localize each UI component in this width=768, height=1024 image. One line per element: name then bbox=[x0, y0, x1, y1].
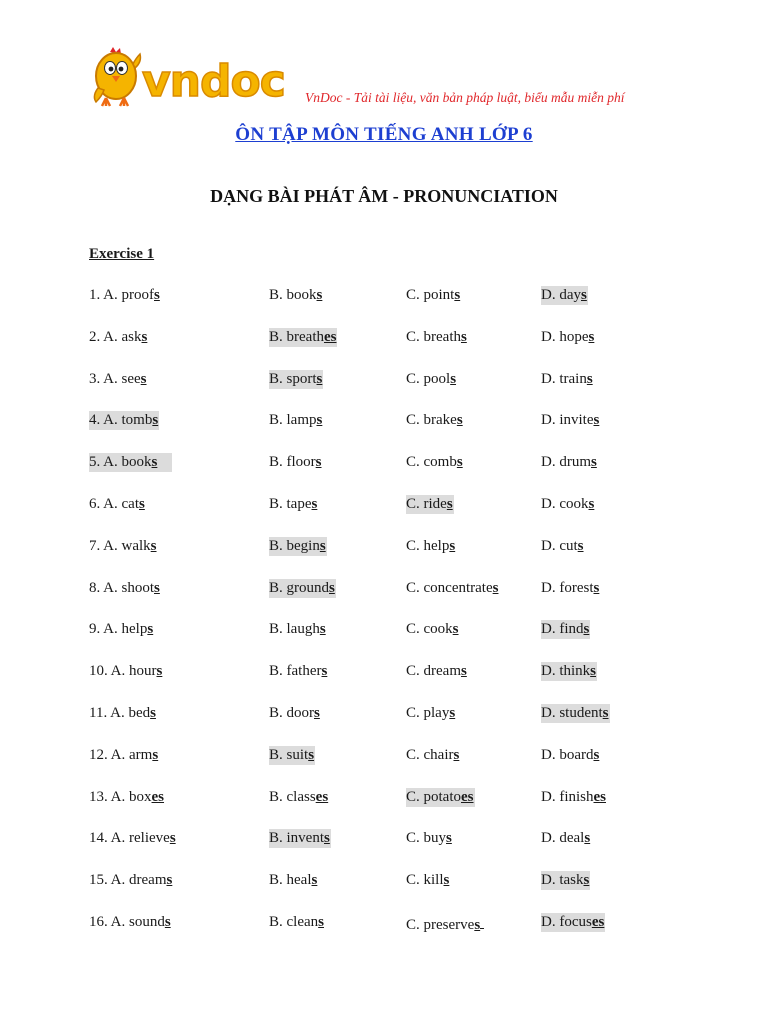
option-text bbox=[406, 286, 461, 305]
ending-underlined: s bbox=[454, 287, 461, 303]
ending-underlined: s bbox=[316, 412, 323, 428]
question-row bbox=[0, 412, 768, 434]
ending-underlined: s bbox=[151, 454, 158, 470]
question-row bbox=[0, 454, 768, 476]
highlighted-answer bbox=[89, 411, 159, 430]
option-word: B. class bbox=[269, 789, 316, 805]
vndoc-logo[interactable] bbox=[92, 46, 302, 108]
highlighted-answer bbox=[406, 788, 475, 807]
ending-underlined: s bbox=[319, 538, 326, 554]
option-word: D. day bbox=[541, 287, 581, 303]
option-word: C. cook bbox=[406, 621, 453, 637]
ending-underlined: s bbox=[593, 747, 600, 763]
option-a bbox=[89, 496, 146, 513]
option-d bbox=[541, 371, 594, 388]
option-word: B. invent bbox=[269, 830, 324, 846]
highlighted-answer bbox=[541, 871, 590, 890]
option-word: 12. A. arm bbox=[89, 747, 153, 763]
option-d bbox=[541, 580, 600, 597]
option-text bbox=[541, 328, 595, 347]
option-word: D. deal bbox=[541, 830, 585, 846]
highlighted-answer bbox=[269, 328, 337, 347]
ending-underlined: s bbox=[166, 872, 173, 888]
option-text bbox=[406, 370, 457, 389]
option-d bbox=[541, 329, 595, 346]
option-c bbox=[406, 454, 464, 471]
option-text bbox=[89, 579, 161, 598]
ending-underlined: s bbox=[593, 580, 600, 596]
highlighted-answer bbox=[269, 370, 323, 389]
option-b bbox=[269, 580, 336, 597]
highlighted-answer bbox=[406, 495, 454, 514]
option-text bbox=[89, 620, 154, 639]
option-word: C. ride bbox=[406, 496, 447, 512]
option-word: D. student bbox=[541, 705, 603, 721]
ending-underlined: s bbox=[308, 747, 315, 763]
option-word: B. suit bbox=[269, 747, 309, 763]
highlighted-answer bbox=[541, 662, 597, 681]
highlighted-answer bbox=[89, 453, 172, 472]
option-word: B. sport bbox=[269, 371, 317, 387]
question-row bbox=[0, 747, 768, 769]
option-text bbox=[269, 662, 328, 681]
option-text bbox=[89, 286, 161, 305]
ending-underlined: s bbox=[446, 496, 453, 512]
option-c bbox=[406, 329, 468, 346]
option-word: C. potato bbox=[406, 789, 461, 805]
option-word: C. chair bbox=[406, 747, 454, 763]
option-d bbox=[541, 287, 588, 304]
ending-underlined: s bbox=[452, 621, 459, 637]
option-word: B. laugh bbox=[269, 621, 320, 637]
option-c bbox=[406, 705, 456, 722]
option-text bbox=[541, 579, 600, 598]
option-word: C. help bbox=[406, 538, 450, 554]
option-word: D. cut bbox=[541, 538, 578, 554]
option-a bbox=[89, 621, 154, 638]
ending-underlined: s bbox=[446, 830, 452, 846]
option-word: 13. A. box bbox=[89, 789, 152, 805]
ending-underlined: es bbox=[315, 789, 329, 805]
ending-underlined: s bbox=[593, 412, 600, 428]
question-row bbox=[0, 329, 768, 351]
ending-underlined: s bbox=[456, 412, 463, 428]
option-word: D. find bbox=[541, 621, 584, 637]
option-word: 6. A. cat bbox=[89, 496, 139, 512]
option-c bbox=[406, 287, 461, 304]
option-word: C. kill bbox=[406, 872, 444, 888]
ending-underlined: s bbox=[586, 371, 593, 387]
ending-underlined: s bbox=[316, 371, 323, 387]
ending-underlined: s bbox=[588, 496, 595, 512]
option-text bbox=[89, 913, 172, 932]
option-word: B. father bbox=[269, 663, 322, 679]
ending-underlined: s bbox=[141, 329, 148, 345]
option-text bbox=[269, 871, 318, 890]
option-c bbox=[406, 663, 468, 680]
trailing-underline bbox=[480, 914, 484, 929]
page-title[interactable]: ÔN TẬP MÔN TIẾNG ANH LỚP 6 bbox=[235, 124, 533, 145]
option-word: 8. A. shoot bbox=[89, 580, 155, 596]
ending-underlined: s bbox=[460, 663, 467, 679]
option-word: D. think bbox=[541, 663, 591, 679]
ending-underlined: s bbox=[449, 705, 456, 721]
ending-underlined: s bbox=[150, 705, 156, 721]
option-d bbox=[541, 663, 597, 680]
option-d bbox=[541, 789, 607, 806]
option-word: 2. A. ask bbox=[89, 329, 142, 345]
option-d bbox=[541, 538, 585, 555]
option-word: C. play bbox=[406, 705, 450, 721]
option-d bbox=[541, 454, 598, 471]
option-text bbox=[406, 411, 464, 430]
section-subtitle: DẠNG BÀI PHÁT ÂM - PRONUNCIATION bbox=[210, 186, 558, 206]
option-b bbox=[269, 454, 323, 471]
option-d bbox=[541, 496, 595, 513]
option-text bbox=[541, 495, 595, 514]
ending-underlined: es bbox=[323, 329, 337, 345]
option-word: 11. A. bed bbox=[89, 705, 151, 721]
option-c bbox=[406, 747, 460, 764]
option-c bbox=[406, 412, 464, 429]
option-d bbox=[541, 914, 605, 931]
option-text bbox=[269, 788, 329, 807]
option-text bbox=[541, 788, 607, 807]
logo-wordmark: vndoc bbox=[142, 56, 285, 107]
option-word: C. comb bbox=[406, 454, 457, 470]
option-a bbox=[89, 872, 173, 889]
option-text bbox=[406, 579, 499, 598]
option-word: D. train bbox=[541, 371, 587, 387]
ending-underlined: s bbox=[474, 917, 481, 933]
ending-underlined: s bbox=[321, 663, 328, 679]
ending-underlined: s bbox=[449, 538, 456, 554]
option-b bbox=[269, 538, 327, 555]
ending-underlined: s bbox=[581, 287, 587, 303]
option-text bbox=[89, 704, 157, 723]
option-word: B. floor bbox=[269, 454, 316, 470]
option-d bbox=[541, 747, 600, 764]
option-word: D. hope bbox=[541, 329, 589, 345]
option-word: 16. A. sound bbox=[89, 914, 165, 930]
option-word: D. forest bbox=[541, 580, 594, 596]
question-row bbox=[0, 621, 768, 643]
option-word: B. breath bbox=[269, 329, 324, 345]
ending-underlined: s bbox=[164, 914, 171, 930]
ending-underlined: s bbox=[140, 371, 147, 387]
option-word: C. pool bbox=[406, 371, 451, 387]
option-text bbox=[541, 411, 600, 430]
question-row bbox=[0, 287, 768, 309]
option-c bbox=[406, 371, 457, 388]
ending-underlined: s bbox=[139, 496, 145, 512]
option-text bbox=[269, 913, 325, 932]
question-row bbox=[0, 705, 768, 727]
option-text bbox=[89, 537, 158, 556]
option-text bbox=[406, 746, 460, 765]
option-text bbox=[541, 746, 600, 765]
option-a bbox=[89, 789, 165, 806]
option-word: D. invite bbox=[541, 412, 594, 428]
question-row bbox=[0, 580, 768, 602]
option-word: C. concentrate bbox=[406, 580, 493, 596]
option-word: D. task bbox=[541, 872, 584, 888]
option-a bbox=[89, 538, 158, 555]
option-word: C. preserve bbox=[406, 917, 475, 933]
option-word: C. breath bbox=[406, 329, 461, 345]
option-d bbox=[541, 830, 591, 847]
option-b bbox=[269, 705, 321, 722]
option-text bbox=[541, 370, 594, 389]
option-a bbox=[89, 580, 161, 597]
option-text bbox=[89, 871, 173, 890]
option-a bbox=[89, 914, 172, 931]
ending-underlined: s bbox=[315, 454, 322, 470]
ending-underlined: s bbox=[311, 496, 318, 512]
option-word: 15. A. dream bbox=[89, 872, 167, 888]
option-b bbox=[269, 496, 318, 513]
ending-underlined: s bbox=[316, 287, 323, 303]
ending-underlined: s bbox=[453, 747, 460, 763]
option-text bbox=[406, 916, 485, 935]
question-row bbox=[0, 830, 768, 852]
question-row bbox=[0, 496, 768, 518]
option-text bbox=[269, 620, 327, 639]
question-row bbox=[0, 371, 768, 393]
ending-underlined: s bbox=[584, 830, 591, 846]
question-row bbox=[0, 872, 768, 894]
ending-underlined: s bbox=[169, 830, 176, 846]
option-text bbox=[89, 495, 146, 514]
ending-underlined: es bbox=[593, 789, 606, 805]
ending-underlined: s bbox=[318, 914, 324, 930]
option-text bbox=[269, 286, 323, 305]
option-b bbox=[269, 621, 327, 638]
highlighted-answer bbox=[269, 579, 336, 598]
ending-underlined: es bbox=[591, 914, 605, 930]
option-word: B. book bbox=[269, 287, 317, 303]
option-word: D. cook bbox=[541, 496, 589, 512]
ending-underlined: s bbox=[329, 580, 335, 596]
ending-underlined: s bbox=[314, 705, 320, 721]
ending-underlined: s bbox=[152, 747, 159, 763]
option-text bbox=[269, 411, 323, 430]
highlighted-answer bbox=[269, 829, 331, 848]
option-a bbox=[89, 371, 148, 388]
option-a bbox=[89, 705, 157, 722]
option-c bbox=[406, 872, 450, 889]
option-c bbox=[406, 914, 485, 934]
highlighted-answer bbox=[541, 913, 605, 932]
exercise-heading: Exercise 1 bbox=[89, 246, 155, 262]
option-b bbox=[269, 663, 328, 680]
option-a bbox=[89, 747, 159, 764]
highlighted-answer bbox=[269, 746, 315, 765]
option-d bbox=[541, 705, 610, 722]
option-word: B. begin bbox=[269, 538, 320, 554]
option-text bbox=[269, 453, 323, 472]
option-text bbox=[406, 662, 468, 681]
option-word: C. point bbox=[406, 287, 455, 303]
ending-underlined: s bbox=[152, 412, 159, 428]
option-b bbox=[269, 914, 325, 931]
option-word: B. lamp bbox=[269, 412, 317, 428]
option-d bbox=[541, 872, 590, 889]
ending-underlined: s bbox=[492, 580, 499, 596]
option-text bbox=[269, 704, 321, 723]
option-word: D. finish bbox=[541, 789, 594, 805]
option-word: 3. A. see bbox=[89, 371, 141, 387]
option-word: 7. A. walk bbox=[89, 538, 151, 554]
option-text bbox=[89, 328, 148, 347]
option-word: C. brake bbox=[406, 412, 457, 428]
option-word: D. drum bbox=[541, 454, 591, 470]
option-text bbox=[406, 620, 460, 639]
option-text bbox=[89, 829, 177, 848]
option-b bbox=[269, 830, 331, 847]
option-word: 14. A. relieve bbox=[89, 830, 170, 846]
highlighted-answer bbox=[541, 704, 610, 723]
ending-underlined: s bbox=[577, 538, 584, 554]
option-text bbox=[541, 453, 598, 472]
option-a bbox=[89, 454, 172, 471]
option-word: C. dream bbox=[406, 663, 461, 679]
ending-underlined: s bbox=[583, 872, 590, 888]
option-text bbox=[406, 829, 453, 848]
ending-underlined: s bbox=[147, 621, 154, 637]
header bbox=[92, 46, 692, 108]
option-a bbox=[89, 412, 159, 429]
option-word: B. tape bbox=[269, 496, 312, 512]
option-word: B. ground bbox=[269, 580, 329, 596]
option-text bbox=[89, 746, 159, 765]
option-c bbox=[406, 621, 460, 638]
option-text bbox=[89, 370, 148, 389]
ending-underlined: s bbox=[583, 621, 590, 637]
option-b bbox=[269, 287, 323, 304]
ending-underlined: es bbox=[151, 789, 165, 805]
option-c bbox=[406, 580, 499, 597]
option-b bbox=[269, 412, 323, 429]
option-text bbox=[406, 871, 450, 890]
option-text bbox=[406, 328, 468, 347]
ending-underlined: s bbox=[311, 872, 318, 888]
option-text bbox=[269, 495, 318, 514]
option-b bbox=[269, 747, 315, 764]
option-b bbox=[269, 329, 337, 346]
highlighted-answer bbox=[541, 620, 590, 639]
option-text bbox=[541, 829, 591, 848]
ending-underlined: s bbox=[450, 371, 457, 387]
option-b bbox=[269, 872, 318, 889]
option-text bbox=[89, 662, 163, 681]
option-d bbox=[541, 412, 600, 429]
option-text bbox=[406, 537, 456, 556]
ending-underlined: s bbox=[456, 454, 463, 470]
option-text bbox=[89, 788, 165, 807]
option-word: D. focus bbox=[541, 914, 592, 930]
highlighted-answer bbox=[269, 537, 327, 556]
option-word: 4. A. tomb bbox=[89, 412, 153, 428]
ending-underlined: s bbox=[150, 538, 157, 554]
option-word: 9. A. help bbox=[89, 621, 148, 637]
ending-underlined: s bbox=[590, 663, 597, 679]
option-c bbox=[406, 496, 454, 513]
question-row bbox=[0, 789, 768, 811]
ending-underlined: es bbox=[461, 789, 474, 805]
ending-underlined: s bbox=[443, 872, 450, 888]
ending-underlined: s bbox=[319, 621, 326, 637]
option-text bbox=[541, 537, 585, 556]
option-word: 10. A. hour bbox=[89, 663, 157, 679]
ending-underlined: s bbox=[156, 663, 163, 679]
chick-mascot-icon bbox=[94, 47, 140, 106]
ending-underlined: s bbox=[602, 705, 609, 721]
option-a bbox=[89, 287, 161, 304]
option-word: 1. A. proof bbox=[89, 287, 154, 303]
ending-underlined: s bbox=[154, 580, 160, 596]
question-row bbox=[0, 914, 768, 936]
highlighted-answer bbox=[541, 286, 588, 305]
option-word: 5. A. book bbox=[89, 454, 152, 470]
option-word: B. clean bbox=[269, 914, 319, 930]
option-text bbox=[406, 453, 464, 472]
question-row bbox=[0, 663, 768, 685]
ending-underlined: s bbox=[591, 454, 597, 470]
option-b bbox=[269, 789, 329, 806]
option-a bbox=[89, 329, 148, 346]
option-c bbox=[406, 538, 456, 555]
site-tagline: VnDoc - Tải tài liệu, văn bản pháp luật, biểu mẫu miễn phí bbox=[305, 90, 625, 105]
ending-underlined: s bbox=[154, 287, 160, 303]
option-text bbox=[406, 704, 456, 723]
option-d bbox=[541, 621, 590, 638]
option-c bbox=[406, 830, 453, 847]
option-word: B. heal bbox=[269, 872, 312, 888]
option-a bbox=[89, 830, 177, 847]
option-b bbox=[269, 371, 323, 388]
ending-underlined: s bbox=[588, 329, 595, 345]
option-c bbox=[406, 789, 475, 806]
ending-underlined: s bbox=[460, 329, 467, 345]
option-word: B. door bbox=[269, 705, 314, 721]
option-a bbox=[89, 663, 163, 680]
option-word: D. board bbox=[541, 747, 594, 763]
question-row bbox=[0, 538, 768, 560]
option-word: C. buy bbox=[406, 830, 447, 846]
ending-underlined: s bbox=[324, 830, 330, 846]
